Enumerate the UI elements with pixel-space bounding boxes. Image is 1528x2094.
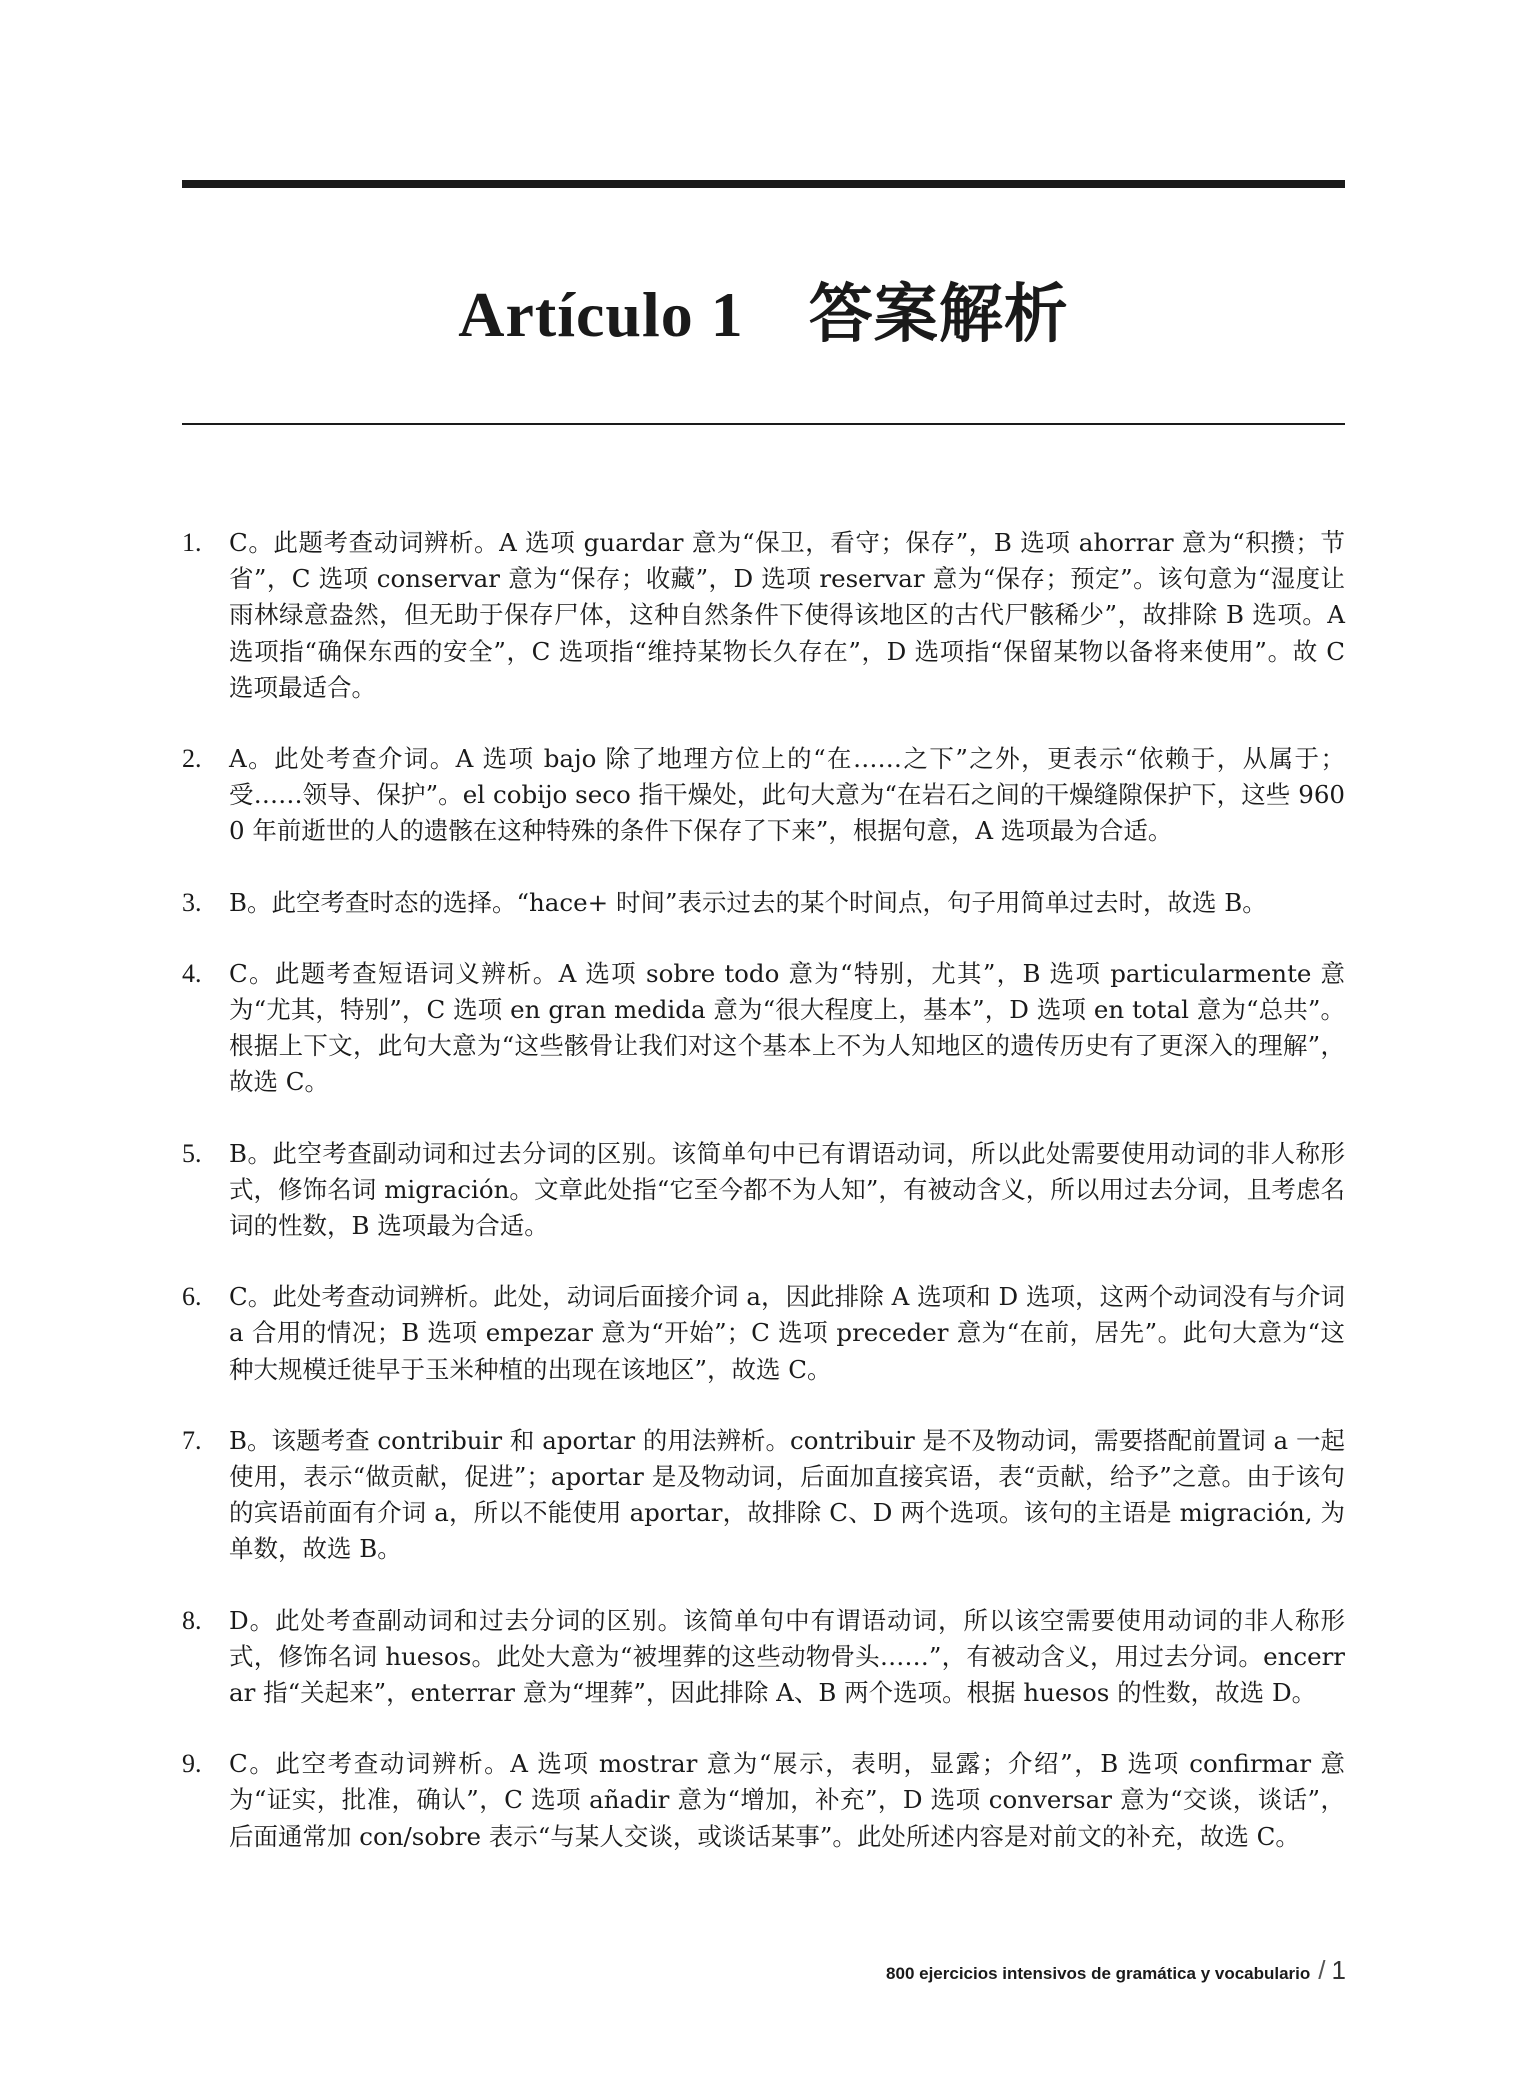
answer-number: 8.	[182, 1605, 202, 1635]
answer-number: 2.	[182, 744, 202, 774]
top-rule	[182, 180, 1345, 188]
answer-explanation: B。此空考查副动词和过去分词的区别。该简单句中已有谓语动词，所以此处需要使用动词的非人称形式，修饰名词 migración。文章此处指“它至今都不为人知”，有被动含义，所以用过去分词，且考虑名词的性数，B 选项最为合适。	[229, 1138, 1345, 1241]
answer-explanation: B。此空考查时态的选择。“hace+ 时间”表示过去的某个时间点，句子用简单过去时，故选 B。	[229, 887, 1267, 917]
answer-item-2	[182, 741, 1345, 850]
answer-item-7	[182, 1423, 1345, 1568]
page-title: Artículo 1 答案解析	[458, 279, 1069, 350]
answer-item-3	[182, 885, 1345, 921]
footer-separator: /	[1318, 1955, 1326, 1985]
answer-explanation: C。此空考查动词辨析。A 选项 mostrar 意为“展示，表明，显露；介绍”，B 选项 confirmar 意为“证实，批准，确认”，C 选项 añadir 意为“增加，补充”，D 选项 conversar 意为“交谈，谈话”，后面通常加 con/sobre 表示“与某人交谈，或谈话某事”。此处所述内容是对前文的补充，故选 C。	[229, 1749, 1345, 1851]
page-footer	[886, 1955, 1346, 1989]
title-underline-rule	[182, 423, 1345, 425]
answer-explanation: D。此处考查副动词和过去分词的区别。该简单句中有谓语动词，所以该空需要使用动词的非人称形式，修饰名词 huesos。此处大意为“被埋葬的这些动物骨头……”，有被动含义，用过去分词。encerrar 指“关起来”，enterrar 意为“埋葬”，因此排除 A、B 两个选项。根据 huesos 的性数，故选 D。	[229, 1605, 1345, 1708]
footer-book-title: 800 ejercicios intensivos de gramática y vocabulario	[886, 1964, 1311, 1983]
answer-item-9	[182, 1746, 1345, 1855]
answer-item-1	[182, 525, 1345, 706]
answer-explanation: B。该题考查 contribuir 和 aportar 的用法辨析。contribuir 是不及物动词，需要搭配前置词 a 一起使用，表示“做贡献，促进”；aportar 是及物动词，后面加直接宾语，表“贡献，给予”之意。由于该句的宾语前面有介词 a，所以不能使用 aportar，故排除 C、D 两个选项。该句的主语是 migración, 为单数，故选 B。	[229, 1425, 1345, 1564]
answer-item-4	[182, 956, 1345, 1101]
answer-item-5	[182, 1136, 1345, 1245]
answer-number: 5.	[182, 1138, 202, 1168]
answer-item-8	[182, 1603, 1345, 1712]
answer-explanation: C。此处考查动词辨析。此处，动词后面接介词 a，因此排除 A 选项和 D 选项，这两个动词没有与介词 a 合用的情况；B 选项 empezar 意为“开始”；C 选项 preceder 意为“在前，居先”。此句大意为“这种大规模迁徙早于玉米种植的出现在该地区”，故选 C。	[229, 1282, 1345, 1384]
answer-number: 6.	[182, 1282, 202, 1312]
page-number: 1	[1331, 1955, 1346, 1985]
answer-explanation: C。此题考查短语词义辨析。A 选项 sobre todo 意为“特别，尤其”，B 选项 particularmente 意为“尤其，特别”，C 选项 en gran medida 意为“很大程度上，基本”，D 选项 en total 意为“总共”。根据上下文，此句大意为“这些骸骨让我们对这个基本上不为人知地区的遗传历史有了更深入的理解”，故选 C。	[229, 958, 1345, 1097]
answer-number: 9.	[182, 1749, 202, 1779]
answer-number: 1.	[182, 528, 202, 557]
answer-explanation: A。此处考查介词。A 选项 bajo 除了地理方位上的“在……之下”之外，更表示“依赖于，从属于；受……领导、保护”。el cobijo seco 指干燥处，此句大意为“在岩石之间的干燥缝隙保护下，这些 9600 年前逝世的人的遗骸在这种特殊的条件下保存了下来”，根据句意，A 选项最为合适。	[229, 744, 1345, 846]
answer-number: 7.	[182, 1425, 202, 1455]
answer-explanation: C。此题考查动词辨析。A 选项 guardar 意为“保卫，看守；保存”，B 选项 ahorrar 意为“积攒；节省”，C 选项 conservar 意为“保存；收藏”，D 选项 reservar 意为“保存；预定”。该句意为“湿度让雨林绿意盎然，但无助于保存尸体，这种自然条件下使得该地区的古代尸骸稀少”，故排除 B 选项。A 选项指“确保东西的安全”，C 选项指“维持某物长久存在”，D 选项指“保留某物以备将来使用”。故 C 选项最适合。	[229, 528, 1345, 702]
answer-number: 4.	[182, 958, 202, 988]
answer-item-6	[182, 1279, 1345, 1388]
answer-number: 3.	[182, 887, 202, 917]
answer-list	[182, 525, 1345, 1890]
